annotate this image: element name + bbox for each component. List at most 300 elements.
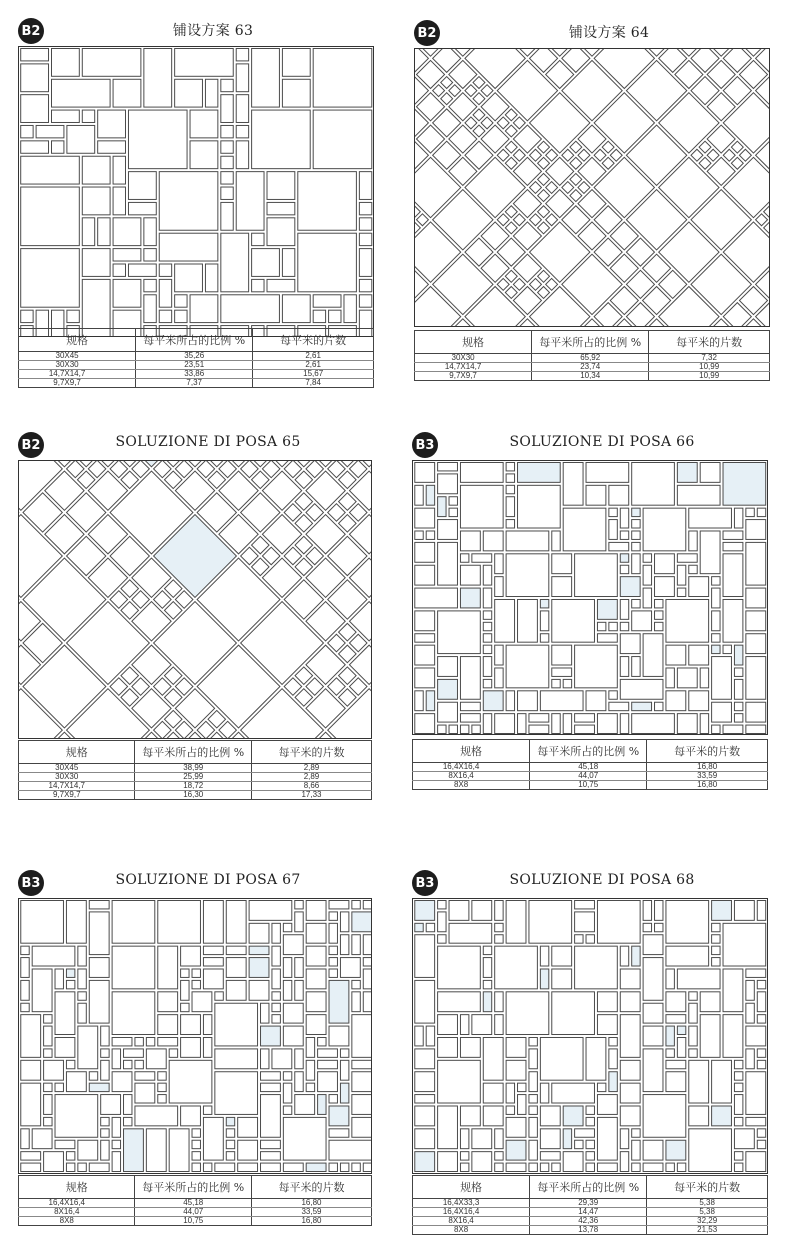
tile [518, 485, 561, 528]
tile [666, 668, 674, 688]
tile [483, 958, 491, 978]
tile [203, 1106, 211, 1114]
tile [340, 935, 348, 955]
tile [506, 691, 514, 711]
tile [723, 149, 735, 161]
tile [124, 1117, 132, 1125]
tile [460, 1163, 468, 1171]
tile [415, 565, 435, 585]
tile [723, 554, 743, 597]
tile [570, 141, 582, 153]
cell-percent: 35,26 [136, 352, 253, 361]
tile [529, 1049, 537, 1069]
tile [546, 149, 558, 161]
tile [283, 1163, 303, 1171]
tile [67, 310, 79, 322]
tile [306, 923, 326, 943]
cell-size: 30X30 [19, 361, 136, 370]
tile [215, 1163, 235, 1171]
tile [21, 958, 29, 978]
tile [609, 1049, 617, 1069]
tile [538, 270, 550, 282]
tile [677, 565, 685, 585]
cell-pieces: 33,59 [251, 1208, 371, 1217]
tile [575, 935, 583, 943]
tile [552, 668, 572, 676]
tile [677, 1163, 685, 1171]
tile [438, 900, 446, 908]
tile [203, 1037, 211, 1057]
tile [267, 172, 295, 200]
cell-size: 9,7X9,7 [19, 379, 136, 388]
tile [712, 611, 720, 631]
cell-percent: 25,99 [135, 773, 251, 782]
tile [677, 554, 697, 562]
tile [632, 1129, 640, 1137]
tile [236, 172, 264, 231]
tile [505, 206, 517, 218]
tile [112, 1117, 120, 1137]
tile [602, 157, 614, 169]
tile [78, 1163, 86, 1171]
tile [506, 520, 514, 528]
tile [506, 485, 514, 493]
tile [495, 992, 503, 1012]
tile [295, 1049, 303, 1069]
cell-pieces: 21,53 [647, 1226, 768, 1235]
tile [415, 935, 435, 978]
tile [677, 714, 697, 734]
tile [32, 969, 52, 1012]
tile [415, 1095, 435, 1103]
tile [677, 462, 697, 482]
tile [98, 141, 126, 153]
tile [518, 462, 561, 482]
tile [89, 1083, 109, 1091]
tile [620, 554, 628, 562]
tile [98, 218, 110, 246]
tile [756, 214, 768, 226]
cell-percent: 16,30 [135, 791, 251, 800]
tile [609, 702, 629, 710]
tile [483, 946, 491, 954]
tile [481, 85, 493, 97]
tile [563, 714, 571, 734]
tile [192, 1129, 200, 1137]
tile [89, 980, 109, 1023]
tile [495, 1152, 503, 1160]
tile [505, 125, 517, 137]
col-header-pieces: 每平米的片数 [647, 740, 768, 763]
tile [483, 622, 491, 630]
tile [552, 1163, 560, 1171]
tile [609, 542, 629, 550]
tile [313, 48, 372, 107]
tile [101, 1049, 109, 1057]
tile [306, 992, 326, 1012]
tile [540, 1037, 583, 1080]
tile [575, 714, 595, 722]
tile [757, 900, 765, 920]
tile [113, 279, 141, 307]
tile [575, 725, 595, 733]
tile [552, 599, 595, 642]
tile [563, 1152, 583, 1172]
tile [426, 691, 434, 711]
tile [44, 1049, 52, 1057]
tile [506, 531, 549, 551]
layout-panel-68 [412, 870, 768, 1235]
series-badge: B3 [412, 432, 438, 458]
tile [55, 1083, 63, 1091]
tile [438, 679, 458, 699]
tile [460, 1129, 468, 1149]
tile [203, 958, 223, 966]
tile [620, 657, 628, 677]
tile [426, 1026, 434, 1046]
tile [329, 923, 337, 943]
tile [261, 1163, 281, 1171]
tile [460, 1015, 468, 1035]
cell-percent: 7,37 [136, 379, 253, 388]
layout-panel-65 [18, 432, 372, 800]
tile [203, 1015, 211, 1035]
tile [495, 554, 503, 574]
tile [460, 702, 480, 710]
tile [113, 187, 125, 215]
tile [689, 577, 709, 597]
series-badge: B2 [18, 18, 44, 44]
tile [552, 946, 572, 966]
tile [318, 1060, 338, 1068]
tile [546, 278, 558, 290]
tile [124, 1049, 144, 1057]
tile [734, 668, 742, 676]
tile [518, 714, 526, 734]
tile [221, 187, 233, 199]
tile [359, 172, 371, 200]
tile [666, 1060, 686, 1068]
tile [529, 1037, 537, 1045]
tile [112, 1140, 120, 1148]
tile [506, 1117, 526, 1137]
tile [112, 1072, 132, 1092]
tile [506, 992, 549, 1035]
cell-size: 16,4X33,3 [413, 1199, 530, 1208]
tile [563, 1129, 571, 1149]
tile [677, 485, 720, 505]
panel-title: SOLUZIONE DI POSA 67 [115, 872, 301, 888]
tile [552, 679, 560, 687]
tile [158, 992, 178, 1012]
cell-size: 30X45 [19, 352, 136, 361]
tile [734, 714, 742, 722]
cell-size: 30X45 [19, 764, 135, 773]
tile [363, 935, 371, 955]
tile [415, 634, 435, 642]
tile [78, 1026, 98, 1069]
tile [21, 310, 33, 322]
tile [449, 85, 461, 97]
tile [313, 295, 341, 307]
tile [340, 1049, 348, 1057]
tile [495, 645, 503, 665]
cell-pieces: 16,80 [647, 781, 768, 790]
tile [283, 935, 303, 955]
tile [643, 900, 651, 920]
tile [329, 1026, 349, 1046]
tile [82, 187, 110, 215]
tile [460, 657, 480, 700]
tile [78, 969, 86, 989]
tile [135, 1106, 178, 1126]
tile [66, 1163, 74, 1171]
tile [460, 725, 468, 733]
tile [757, 1140, 765, 1148]
tile [98, 110, 126, 138]
tile [538, 173, 550, 185]
tile [746, 1026, 766, 1046]
tile [146, 1049, 166, 1069]
tile [144, 295, 156, 323]
tile [221, 233, 249, 292]
tile [78, 1003, 86, 1023]
tile [540, 1106, 560, 1126]
tile [689, 1049, 697, 1057]
tile [203, 1117, 223, 1160]
tile [306, 471, 345, 510]
tile [52, 79, 111, 107]
tile [438, 497, 446, 517]
tile [261, 1152, 281, 1160]
tile [734, 1163, 742, 1171]
tile [113, 264, 125, 276]
tile [473, 109, 485, 121]
cell-percent: 10,75 [530, 781, 647, 790]
tile [552, 992, 595, 1035]
tile [158, 1083, 166, 1091]
tile [562, 182, 574, 194]
tile [483, 1037, 503, 1080]
tile [643, 1049, 663, 1092]
cell-percent: 42,36 [530, 1217, 647, 1226]
cell-pieces: 16,80 [647, 763, 768, 772]
tile [415, 508, 435, 528]
tile [192, 980, 200, 988]
tile [530, 278, 542, 290]
tile [620, 714, 628, 734]
col-header-pieces: 每平米的片数 [649, 331, 770, 354]
tile [215, 1049, 258, 1069]
tile [181, 1037, 201, 1057]
series-badge: B2 [18, 432, 44, 458]
col-header-percent: 每平米所占的比例 % [532, 331, 649, 354]
tile [112, 946, 155, 989]
tile [506, 900, 526, 943]
tile [552, 645, 572, 665]
tile [609, 508, 617, 516]
tile [723, 923, 766, 966]
tile [746, 725, 766, 733]
tile [249, 923, 269, 943]
tile [483, 714, 491, 734]
tile [449, 497, 457, 505]
tile [306, 1083, 314, 1091]
tile [666, 599, 709, 642]
tile [55, 1140, 75, 1148]
tile [44, 1095, 52, 1115]
tile [518, 1095, 526, 1115]
tile [666, 691, 686, 711]
tile [465, 85, 477, 97]
tile [82, 48, 141, 76]
tile [203, 946, 223, 954]
tile [460, 565, 480, 585]
tile [597, 599, 617, 619]
tile [236, 95, 248, 123]
tile [112, 992, 155, 1035]
tile [552, 577, 572, 597]
tile [586, 1163, 594, 1171]
tile [318, 1049, 338, 1057]
tile [175, 264, 203, 292]
tile [252, 233, 264, 245]
tile [734, 1117, 742, 1125]
tile [552, 531, 560, 551]
tile [449, 900, 469, 920]
tile [746, 1117, 766, 1125]
tile-pattern [18, 460, 372, 739]
tile [575, 1129, 595, 1137]
tile [329, 958, 337, 966]
tile [283, 1026, 303, 1046]
tile [44, 1015, 52, 1023]
tile [483, 588, 491, 608]
panel-title: 铺设方案 63 [172, 23, 254, 39]
tile [181, 946, 201, 966]
tile [261, 1072, 281, 1080]
tile [283, 923, 291, 931]
tile [313, 310, 325, 322]
tile [620, 946, 628, 966]
tile [318, 1072, 338, 1092]
tile [306, 946, 326, 966]
tile [415, 588, 458, 608]
tile [261, 1140, 281, 1148]
tile [506, 1106, 514, 1114]
spec-table [412, 739, 768, 790]
cell-size: 14,7X14,7 [19, 782, 135, 791]
tile [21, 1163, 41, 1171]
tile [655, 599, 663, 607]
tile [272, 923, 280, 943]
tile [295, 900, 303, 908]
tile-pattern [18, 46, 374, 337]
col-header-percent: 每平米所占的比例 % [136, 329, 253, 352]
cell-size: 8X8 [413, 781, 530, 790]
tile [426, 531, 434, 539]
tile [215, 992, 223, 1000]
tile [473, 77, 485, 89]
tile [190, 141, 218, 169]
tile [575, 946, 618, 989]
tile [340, 958, 360, 978]
tile [124, 1129, 144, 1172]
tile [620, 1106, 640, 1126]
tile [252, 48, 280, 107]
tile [546, 214, 558, 226]
tile [602, 141, 614, 153]
tile [746, 542, 766, 585]
tile [513, 117, 525, 129]
tile [295, 912, 303, 932]
tile [295, 958, 303, 978]
tile [159, 310, 171, 322]
tile [597, 1117, 617, 1160]
tile [513, 214, 525, 226]
tile [529, 1163, 537, 1171]
tile [632, 554, 640, 574]
tile [21, 187, 80, 246]
col-header-size: 规格 [19, 329, 136, 352]
tile [734, 1083, 742, 1091]
tile [739, 149, 751, 161]
tile [159, 279, 171, 307]
panel-title: 铺设方案 64 [568, 25, 650, 41]
tile [495, 900, 503, 920]
cell-pieces: 2,89 [251, 764, 371, 773]
tile [272, 946, 280, 966]
tile [415, 462, 435, 482]
tile [712, 702, 732, 722]
tile [101, 1117, 109, 1125]
tile [460, 714, 480, 722]
tile [575, 1140, 583, 1148]
tile [570, 190, 582, 202]
tile [415, 222, 420, 234]
series-badge: B3 [412, 870, 438, 896]
col-header-pieces: 每平米的片数 [253, 329, 374, 352]
tile [632, 520, 640, 528]
tile [283, 1003, 303, 1023]
tile [632, 714, 675, 734]
cell-percent: 14,47 [530, 1208, 647, 1217]
tile [540, 1152, 560, 1160]
tile [734, 679, 742, 699]
tile [261, 1003, 269, 1023]
tile [578, 149, 590, 161]
tile [415, 485, 423, 505]
tile [261, 1095, 281, 1138]
cell-size: 8X8 [19, 1217, 135, 1226]
tile [112, 900, 155, 943]
tile [101, 1026, 109, 1046]
tile [438, 657, 458, 677]
tile [159, 233, 218, 261]
tile [586, 691, 606, 711]
tile [159, 172, 218, 231]
tile [192, 969, 200, 977]
tile [505, 109, 517, 121]
tile [677, 588, 685, 596]
tile [52, 48, 80, 76]
tile [666, 946, 709, 966]
panel-title: SOLUZIONE DI POSA 65 [115, 434, 301, 450]
tile [82, 249, 110, 277]
cell-percent: 45,18 [135, 1199, 251, 1208]
tile [128, 110, 187, 169]
tile [712, 634, 720, 642]
